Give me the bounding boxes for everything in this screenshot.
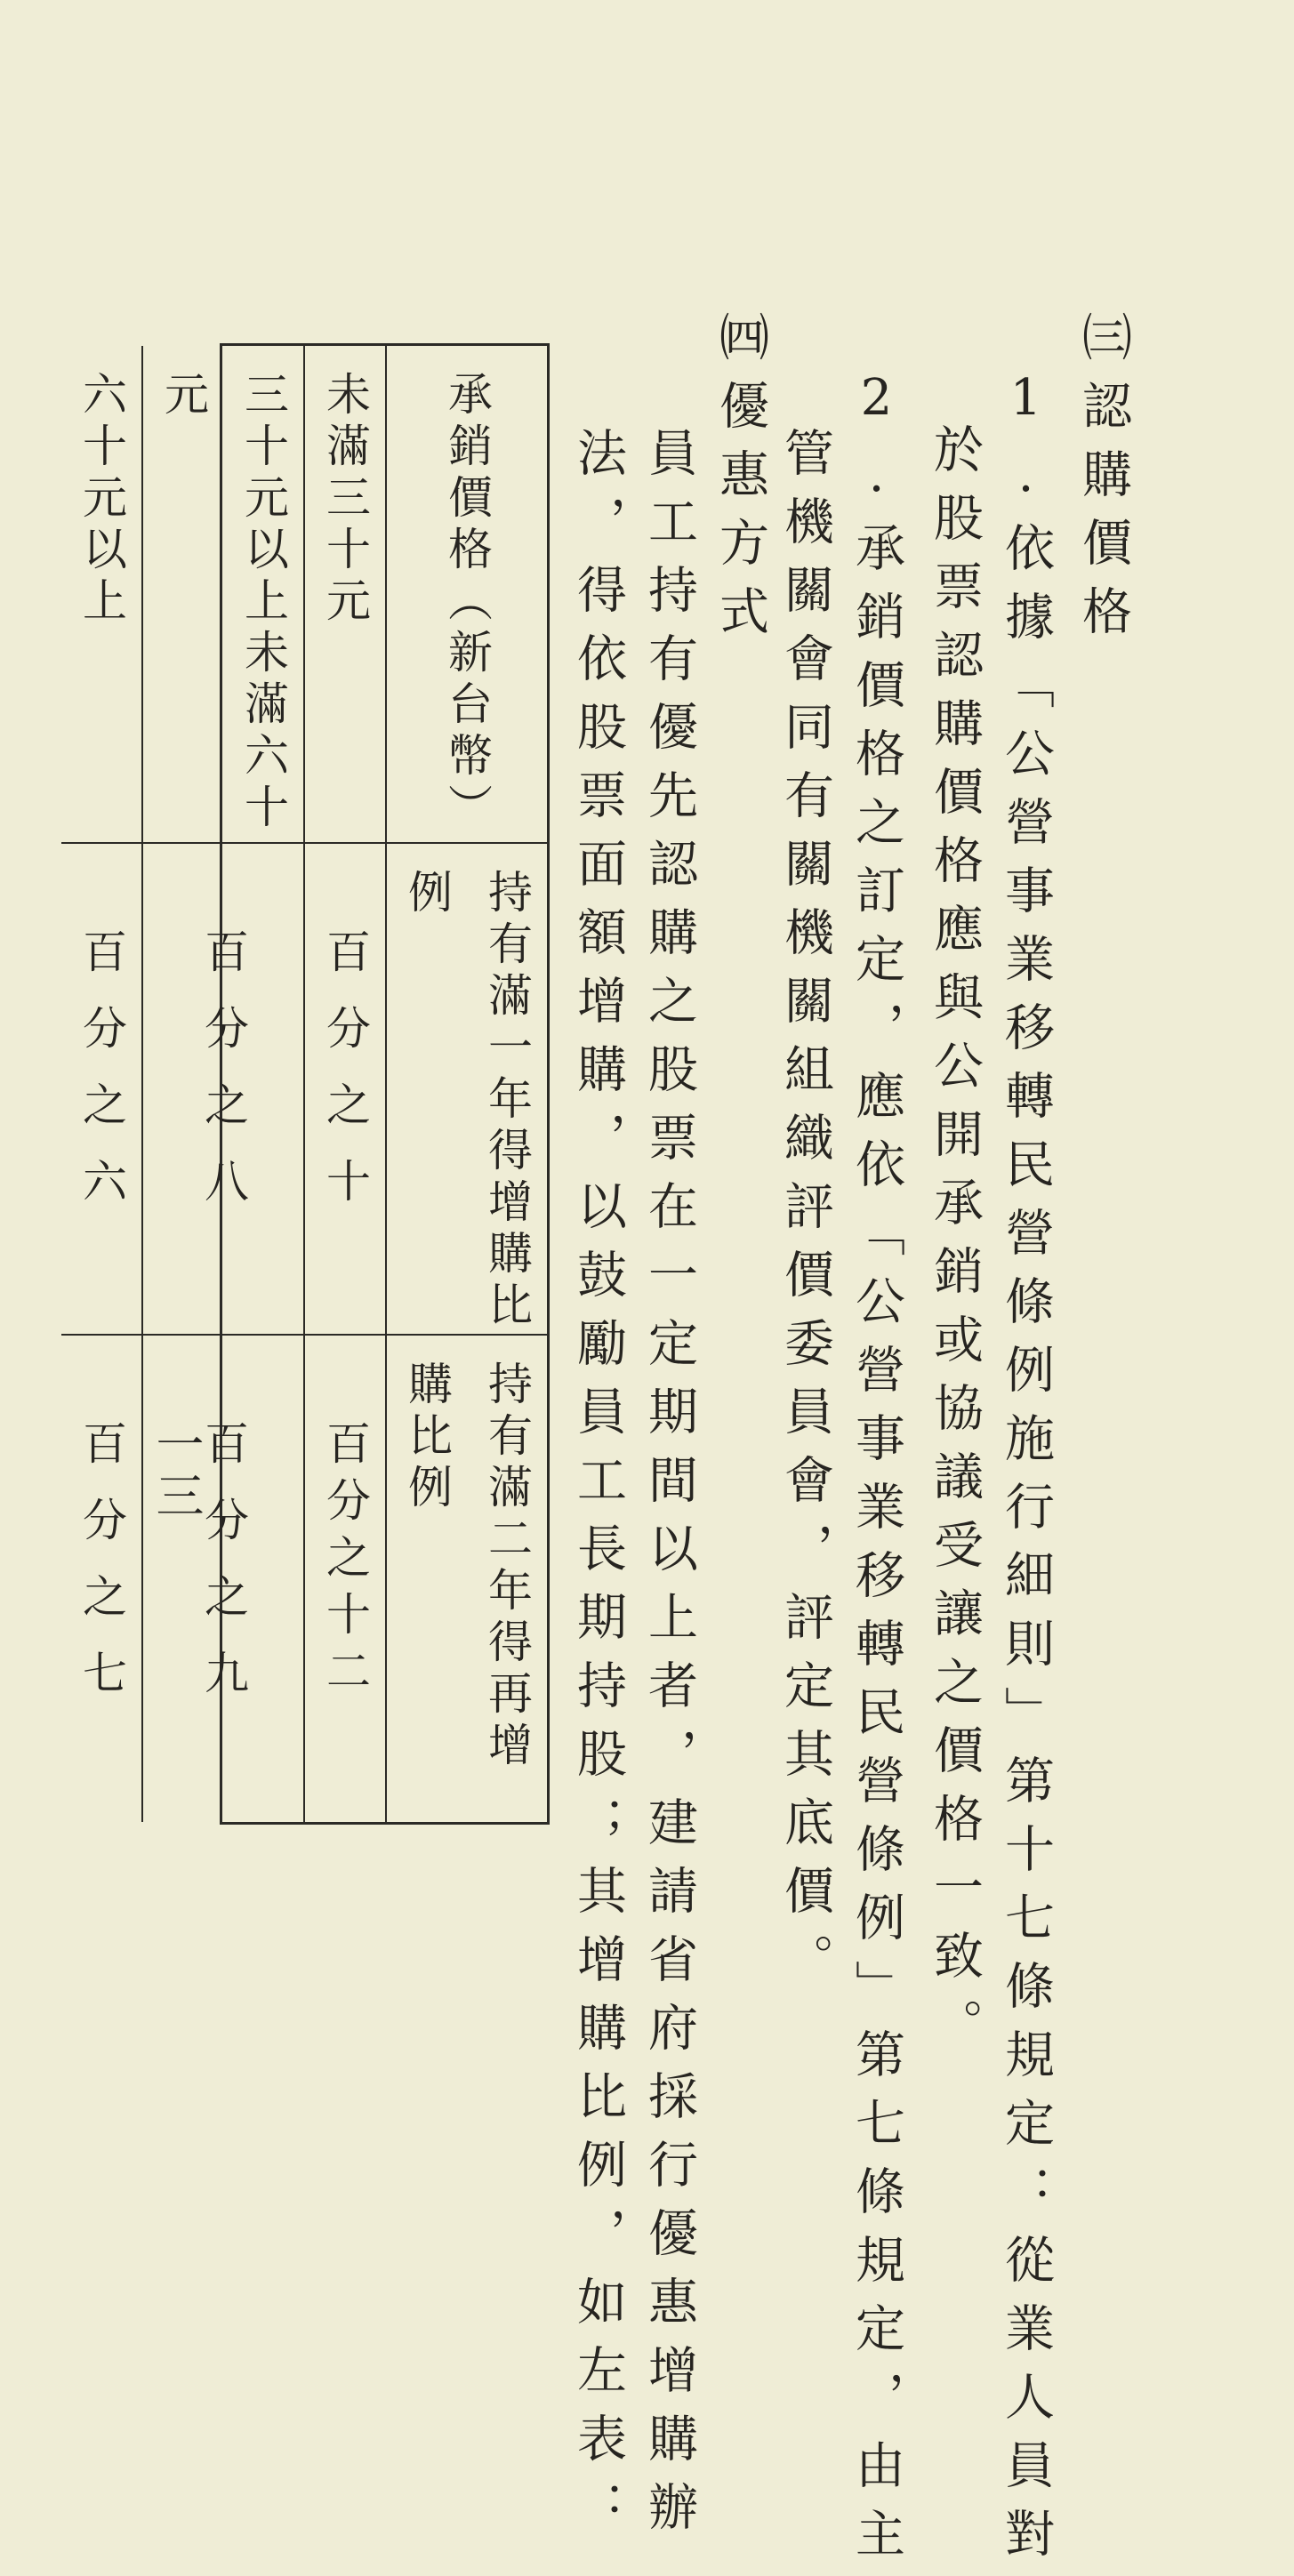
two-year-ratio: 百分之十二 [319,1420,371,1705]
two-year-ratio: 百分之七 [76,1420,127,1726]
table-row [141,346,303,1822]
table-row [61,346,141,1822]
price-cell: 未滿三十元 [305,346,385,844]
one-year-ratio: 百分之六 [61,844,141,1336]
two-year-ratio: 百分之九 [197,1420,249,1726]
table-row [303,346,385,1822]
section4-line1: 員工持有優先認購之股票在一定期間以上者，建請省府採行優惠增購辦 [640,427,698,2549]
one-year-ratio: 百分之十 [305,844,385,1336]
price-cell: 三十元以上未滿六十元 [143,346,303,844]
item1-line1: 1.依據「公營事業移轉民營條例施行細則」第十七條規定：從業人員對 [997,369,1055,2576]
item2-line2: 管機關會同有關機關組織評價委員會，評定其底價。 [776,427,834,2002]
header-two-year: 持有滿二年得再增購比例 [401,1360,533,1773]
header-one-year: 持有滿一年得增購比例 [387,844,547,1336]
section4-line2: 法，得依股票面額增購，以鼓勵員工長期持股；其增購比例，如左表： [569,427,627,2549]
table-header-row [385,346,547,1822]
section3-heading: ㈢認購價格 [1074,311,1132,654]
header-price: 承銷價格（新台幣） [387,346,547,844]
section4-heading: ㈣優惠方式 [711,311,769,654]
item1-line2: 於股票認購價格應與公開承銷或協議受讓之價格一致。 [926,423,984,2066]
price-cell: 六十元以上 [61,346,141,844]
item2-line1: 2.承銷價格之訂定，應依「公營事業移轉民營條例」第七條規定，由主 [848,369,905,2576]
page-number: 一三 [149,1419,205,1522]
one-year-ratio: 百分之八 [143,844,303,1336]
